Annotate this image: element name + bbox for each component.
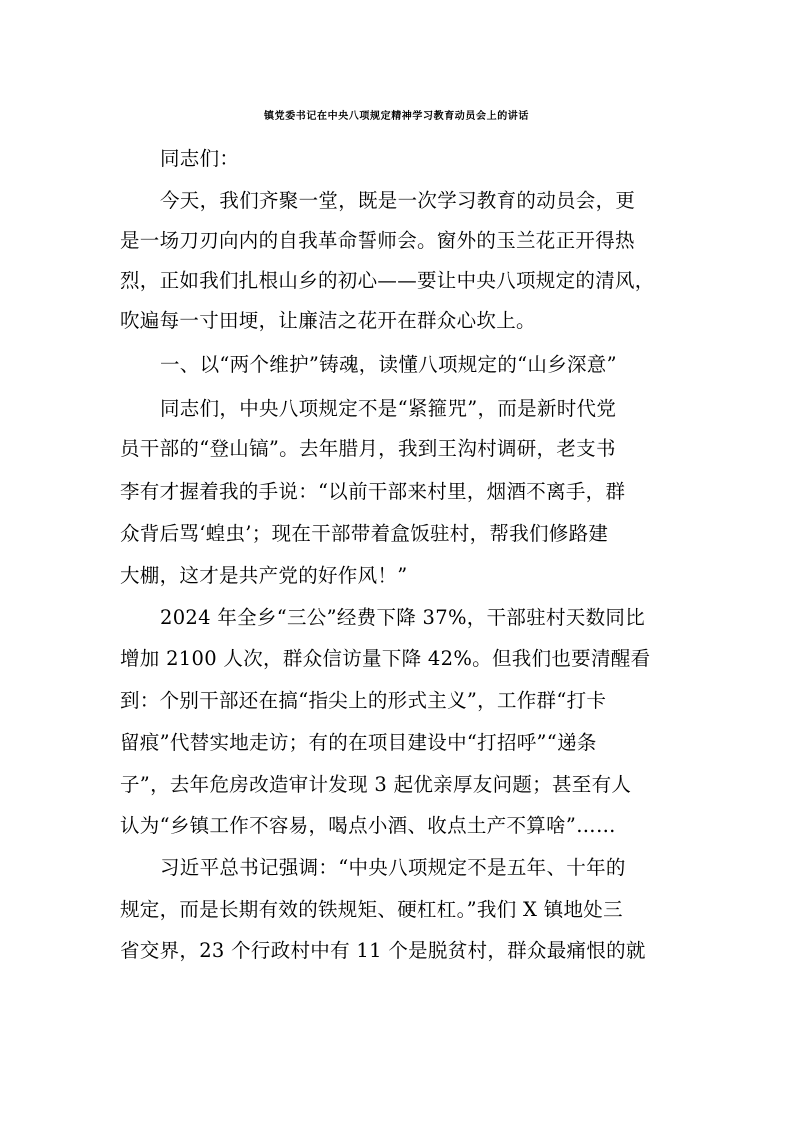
paragraph-line: 到：个别干部还在搞“指尖上的形式主义”，工作群“打卡: [120, 689, 607, 712]
paragraph-line: 众背后骂‘蝗虫’；现在干部带着盒饭驻村，帮我们修路建: [120, 522, 609, 545]
paragraph-line: 同志们，中央八项规定不是“紧箍咒”，而是新时代党: [160, 397, 617, 420]
paragraph-line: 规定，而是长期有效的铁规矩、硬杠杠。”我们 X 镇地处三: [120, 898, 623, 921]
paragraph-line: 李有才握着我的手说：“以前干部来村里，烟酒不离手，群: [120, 480, 626, 503]
paragraph-line: 烈，正如我们扎根山乡的初心——要让中央八项规定的清风，: [120, 269, 655, 292]
paragraph-line: 是一场刀刃向内的自我革命誓师会。窗外的玉兰花正开得热: [120, 229, 635, 252]
paragraph-line: 吹遍每一寸田埂，让廉洁之花开在群众心坎上。: [120, 309, 536, 332]
paragraph-line: 子”，去年危房改造审计发现 3 起优亲厚友问题；甚至有人: [120, 773, 632, 796]
paragraph-line: 大棚，这才是共产党的好作风！”: [120, 564, 408, 587]
paragraph-line: 今天，我们齐聚一堂，既是一次学习教育的动员会，更: [160, 189, 636, 212]
paragraph-line: 留痕”代替实地走访；有的在项目建设中“打招呼”“递条: [120, 731, 597, 754]
paragraph-line: 省交界，23 个行政村中有 11 个是脱贫村，群众最痛恨的就: [120, 939, 646, 962]
paragraph-line: 增加 2100 人次，群众信访量下降 42%。但我们也要清醒看: [120, 647, 651, 670]
greeting-line: 同志们：: [160, 147, 240, 170]
paragraph-line: 习近平总书记强调：“中央八项规定不是五年、十年的: [160, 856, 626, 879]
paragraph-line: 2024 年全乡“三公”经费下降 37%，干部驻村天数同比: [160, 606, 646, 629]
section-heading: 一、以“两个维护”铸魂，读懂八项规定的“山乡深意”: [160, 353, 617, 376]
paragraph-line: 认为“乡镇工作不容易，喝点小酒、收点土产不算啥”……: [120, 814, 616, 837]
document-title: 镇党委书记在中央八项规定精神学习教育动员会上的讲话: [264, 111, 529, 122]
paragraph-line: 员干部的“登山镐”。去年腊月，我到王沟村调研，老支书: [120, 437, 616, 460]
